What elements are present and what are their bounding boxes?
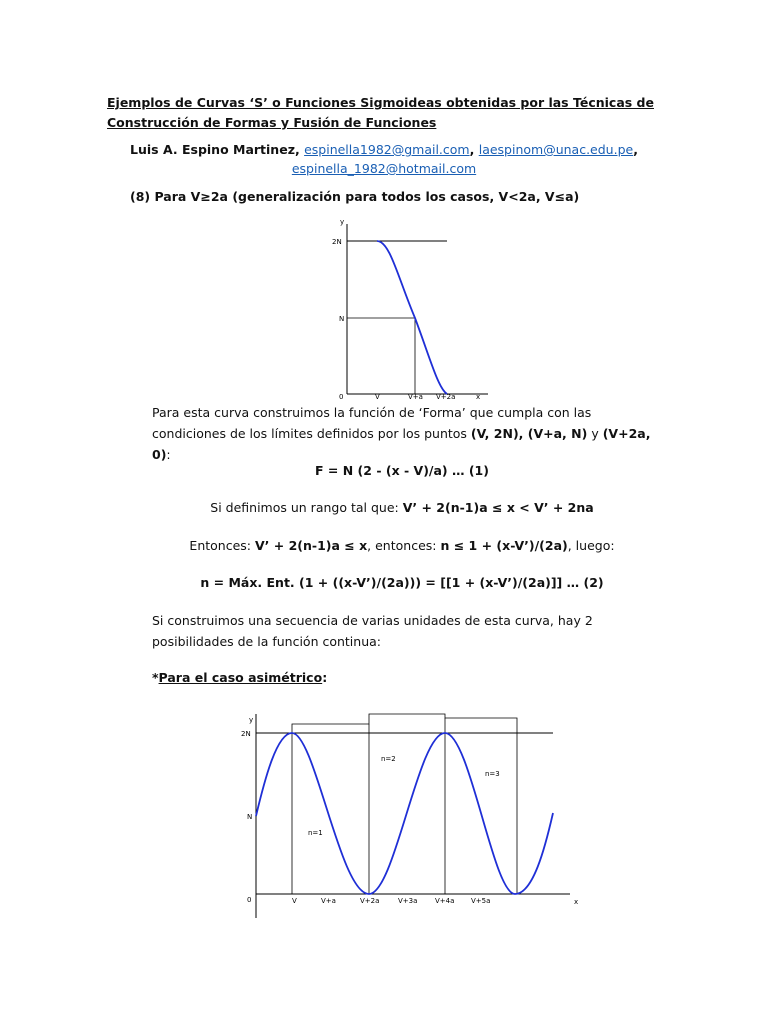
document-title: Ejemplos de Curvas ‘S’ o Funciones Sigmoideas obtenidas por las Técnicas de Construcción de Formas y Fusión de Funciones <box>107 95 654 130</box>
paragraph-text: , luego: <box>567 538 615 553</box>
separator: : <box>322 670 328 685</box>
separator: y <box>587 426 603 441</box>
separator: , <box>469 142 475 157</box>
x-tick-v-plus-3a: V+3a <box>398 897 418 905</box>
separator: : <box>166 447 171 462</box>
y-tick-n: N <box>339 315 345 323</box>
case-heading <box>152 667 652 688</box>
x-label: x <box>476 393 481 401</box>
y-label: y <box>340 218 345 226</box>
y-tick-n: N <box>247 813 253 821</box>
equation-2: n = Máx. Ent. (1 + ((x-V’)/(2a))) = [[1 + (x-V’)/(2a)]] … (2) <box>200 575 604 590</box>
paragraph-sequence: Si construimos una secuencia de varias unidades de esta curva, hay 2 posibilidades de la función continua: <box>152 613 593 649</box>
section-heading: (8) Para V≥2a (generalización para todos los casos, V<2a, V≤a) <box>130 189 580 204</box>
author-line <box>100 140 668 178</box>
periodic-curve <box>256 733 553 894</box>
inequality-2: n ≤ 1 + (x-V’)/(2a) <box>440 538 568 553</box>
y-tick-0: 0 <box>247 896 252 904</box>
paragraph-then <box>152 538 652 553</box>
y-tick-2n: 2N <box>332 238 342 246</box>
paragraph-text: Entonces: <box>189 538 255 553</box>
x-tick-v-plus-a: V+a <box>321 897 336 905</box>
paragraph-text: Si definimos un rango tal que: <box>210 500 403 515</box>
x-tick-v-plus-a: V+a <box>408 393 423 401</box>
x-tick-v-plus-4a: V+4a <box>435 897 455 905</box>
asterisk: * <box>152 670 159 685</box>
segment-label-n3: n=3 <box>485 770 500 778</box>
separator: , <box>518 426 528 441</box>
x-label: x <box>574 898 579 906</box>
inequality-1: V’ + 2(n-1)a ≤ x <box>254 538 368 553</box>
point-2: (V+a, N) <box>527 426 588 441</box>
separator: , <box>633 142 638 157</box>
equation-1: F = N (2 - (x - V)/a) … (1) <box>315 463 489 478</box>
figure-2-periodic-curve <box>235 708 585 918</box>
paragraph-limits <box>152 402 652 465</box>
email-link-hotmail[interactable]: espinella_1982@hotmail.com <box>291 161 477 176</box>
paragraph-text: , entonces: <box>367 538 441 553</box>
author-name: Luis A. Espino Martinez, <box>130 142 300 157</box>
y-tick-2n: 2N <box>241 730 251 738</box>
x-tick-v: V <box>375 393 380 401</box>
y-label: y <box>249 716 254 724</box>
paragraph-text: Para esta curva construimos la función de ‘Forma’ que cumpla con las condiciones de los límites definidos por los puntos <box>152 405 592 441</box>
point-1: (V, 2N) <box>470 426 519 441</box>
y-tick-0: 0 <box>339 393 344 401</box>
email-link-gmail[interactable]: espinella1982@gmail.com <box>304 142 470 157</box>
segment-label-n2: n=2 <box>381 755 396 763</box>
x-tick-v: V <box>292 897 297 905</box>
range-expression: V’ + 2(n-1)a ≤ x < V’ + 2na <box>402 500 594 515</box>
point-3: (V+2a, 0) <box>152 426 651 462</box>
figure-1-curve <box>330 218 490 404</box>
sigmoid-curve <box>377 241 447 394</box>
email-link-unac[interactable]: laespinom@unac.edu.pe <box>478 142 634 157</box>
x-tick-v-plus-2a: V+2a <box>436 393 456 401</box>
segment-label-n1: n=1 <box>308 829 323 837</box>
x-tick-v-plus-5a: V+5a <box>471 897 491 905</box>
x-tick-v-plus-2a: V+2a <box>360 897 380 905</box>
case-heading-text: Para el caso asimétrico <box>158 670 323 685</box>
paragraph-range <box>152 500 652 515</box>
